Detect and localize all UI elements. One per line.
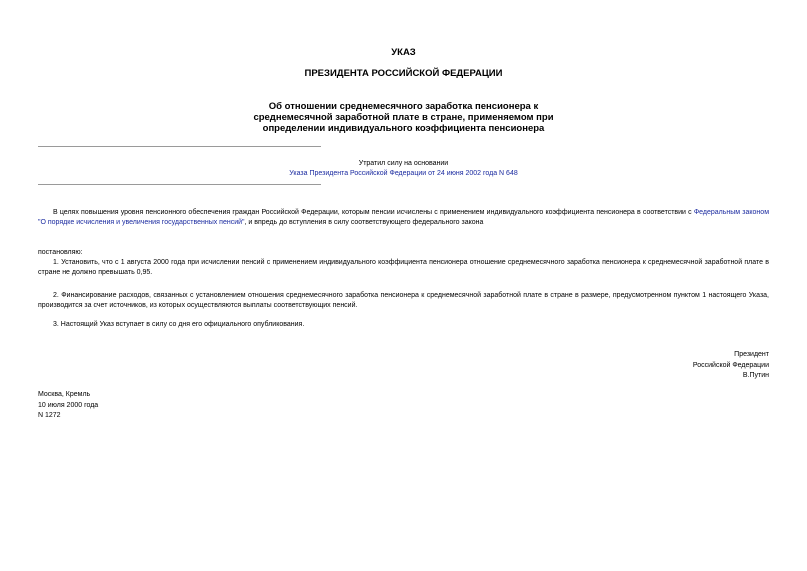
preamble-text-end: , и впредь до вступления в силу соответствующего федерального закона [244, 219, 484, 226]
document-type-heading: УКАЗ [391, 47, 416, 58]
signing-date: 10 июля 2000 года [38, 401, 99, 409]
document-number: N 1272 [38, 412, 61, 419]
document-subject [0, 101, 807, 134]
issuer-heading: ПРЕЗИДЕНТА РОССИЙСКОЙ ФЕДЕРАЦИИ [304, 68, 503, 79]
preamble-text-start: В целях повышения уровня пенсионного обеспечения граждан Российской Федерации, которым пенсии исчислены с применением индивидуального коэффициента пенсионера в соответствии с [53, 209, 694, 216]
status-note: Утратил силу на основании [358, 160, 449, 167]
status-divider-top [38, 146, 321, 147]
federal-law-link[interactable]: Федеральным законом "О порядке исчисления и увеличения государственных пенсий" [38, 209, 770, 226]
signing-place: Москва, Кремль [38, 391, 91, 398]
signatory-name: В.Путин [742, 372, 769, 379]
clause-1: 1. Установить, что с 1 августа 2000 года при исчислении пенсий с применением индивидуального коэффициента пенсионера отношение среднемесячного заработка пенсионера к среднемесячной заработной плате в стране не должно превышать 0,95. [38, 259, 769, 276]
clause-3: 3. Настоящий Указ вступает в силу со дня его официального опубликования. [53, 321, 305, 328]
clause-2: 2. Финансирование расходов, связанных с установлением отношения среднемесячного заработка пенсионера к среднемесячной заработной плате в стране в размере, предусмотренном пунктом 1 настоящего Указа, производится за счет источников, из которых осуществляются выплаты соответствующих пенсий. [38, 292, 769, 309]
status-source-link[interactable]: Указа Президента Российской Федерации от 24 июня 2002 года N 648 [289, 170, 518, 177]
preamble-paragraph [38, 208, 769, 228]
status-divider-bottom [38, 184, 321, 185]
subject-line-1: Об отношении среднемесячного заработка пенсионера к [268, 101, 539, 112]
subject-line-2: среднемесячной заработной плате в стране, применяемом при [253, 112, 554, 123]
resolve-word: постановляю: [38, 249, 83, 256]
subject-line-3: определении индивидуального коэффициента пенсионера [262, 123, 545, 134]
signature-block [693, 350, 769, 382]
signatory-title: Президент [734, 351, 769, 358]
place-date-block [38, 390, 98, 422]
signatory-title-country: Российской Федерации [692, 361, 769, 369]
